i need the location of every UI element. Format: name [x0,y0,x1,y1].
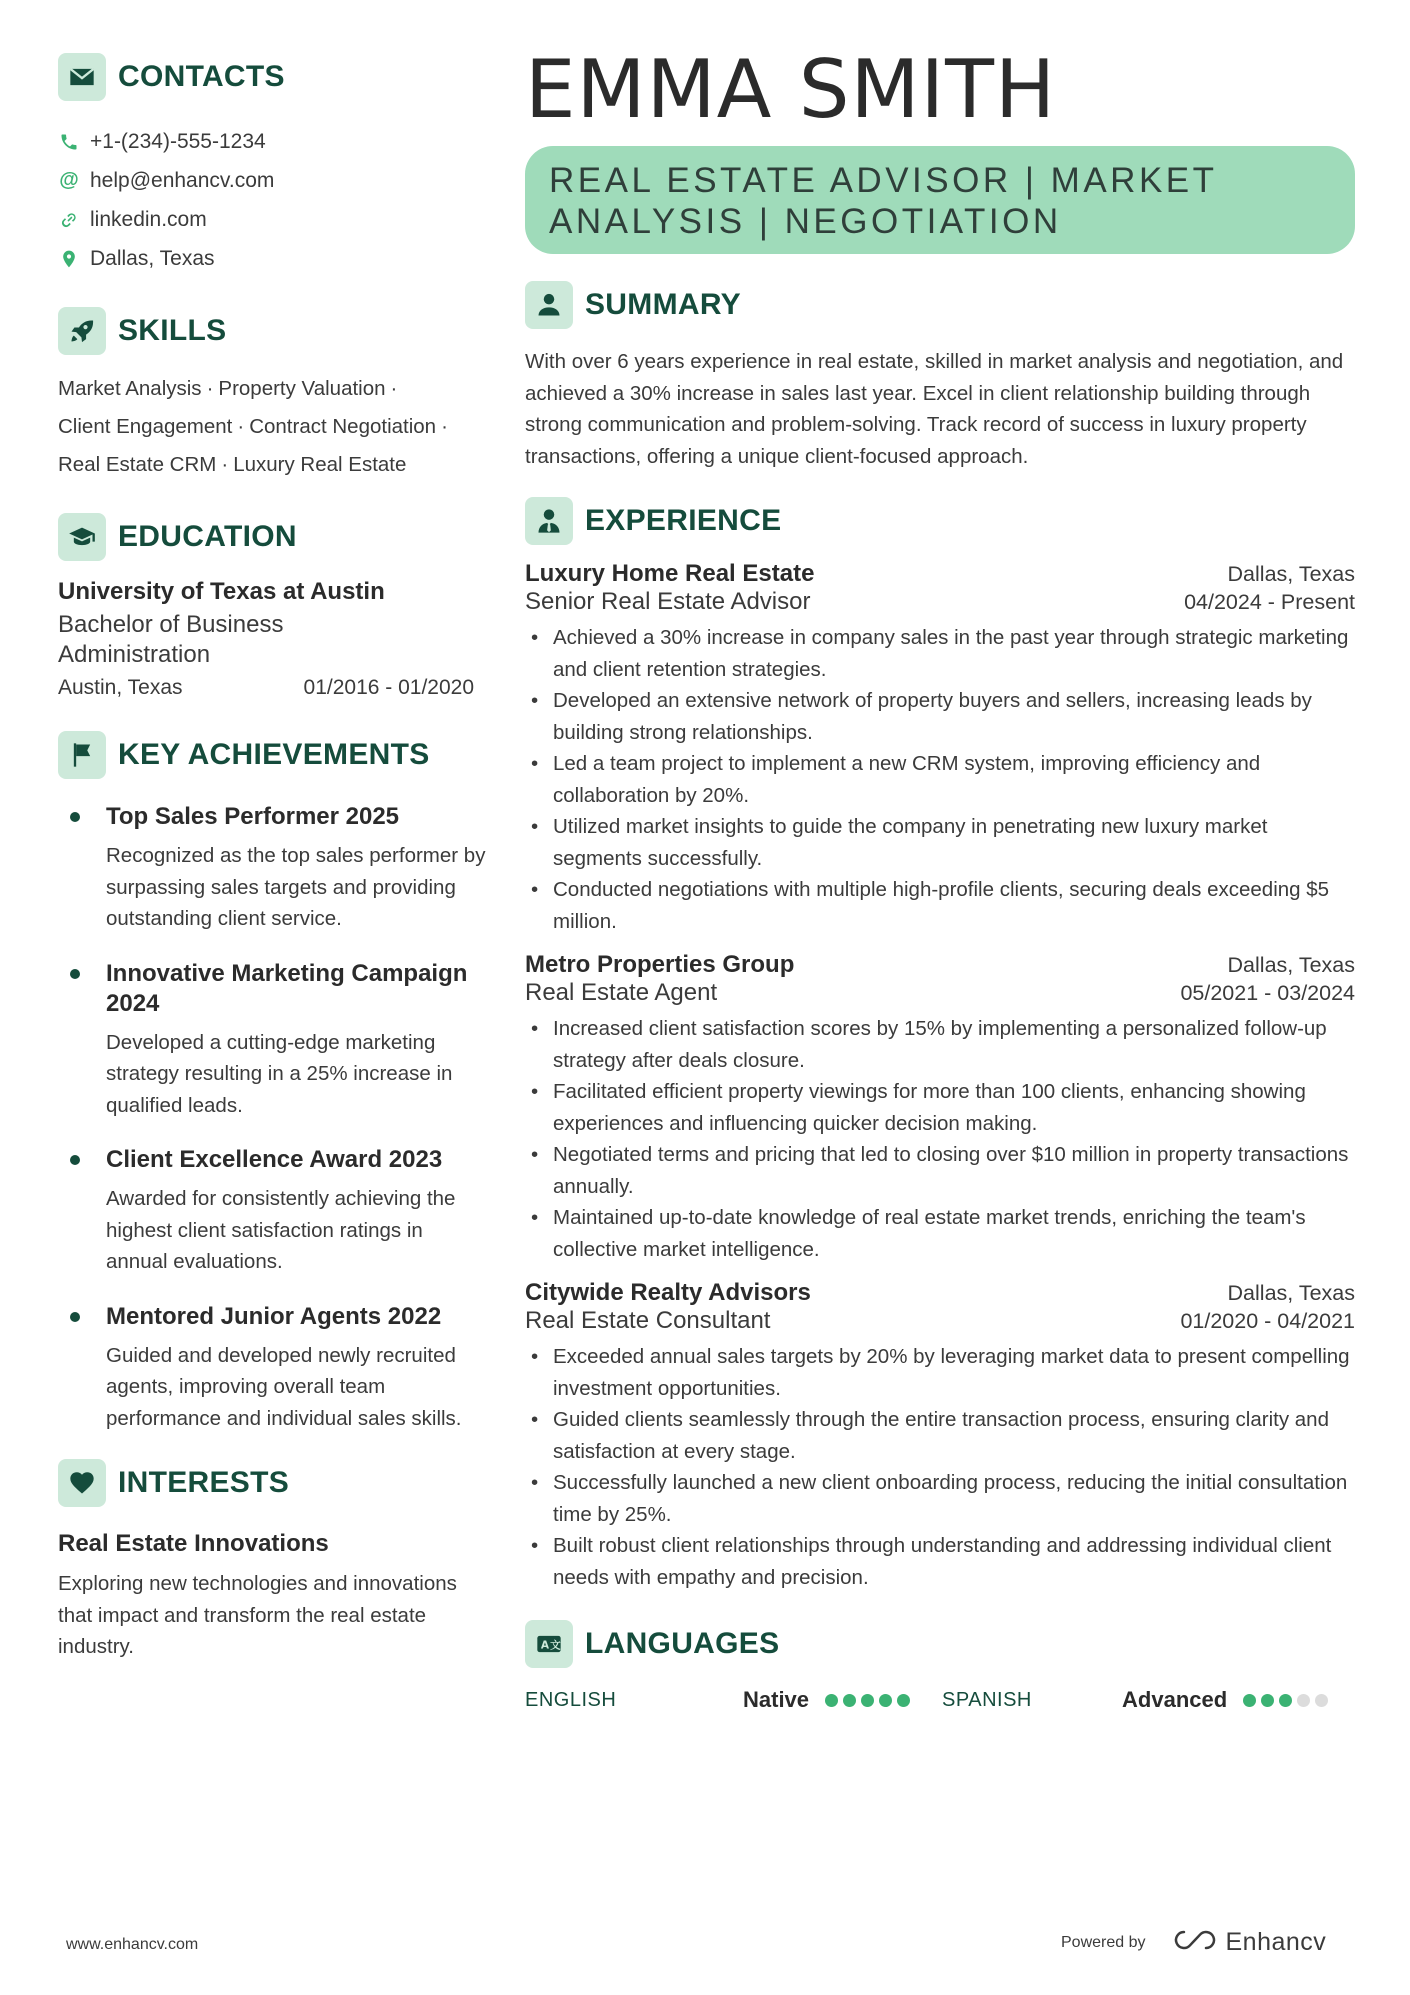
language-item [525,1687,910,1713]
job-bullet: • Successfully launched a new client onboarding process, reducing the initial consultation time by 25%. [525,1467,1355,1530]
achievement-desc: Developed a cutting-edge marketing strategy resulting in a 25% increase in qualified leads. [106,1030,453,1117]
language-rating [825,1694,910,1707]
at-icon: @ [59,169,79,191]
job-dates: 01/2020 - 04/2021 [1180,1309,1355,1333]
brand-name: Enhancv [1225,1928,1327,1956]
job-bullet: • Built robust client relationships through understanding and addressing individual client needs with empathy and precision. [525,1530,1355,1593]
achievements-header [58,730,488,780]
rating-dot [1261,1694,1274,1707]
language-name: ENGLISH [525,1688,617,1711]
contacts-list [58,122,488,278]
experience-header [525,496,1355,546]
achievement-desc: Guided and developed newly recruited agents, improving overall team performance and individual sales skills. [106,1343,462,1430]
language-level: Advanced [1122,1687,1228,1712]
contact-location-text: Dallas, Texas [90,246,215,270]
language-name: SPANISH [942,1688,1032,1711]
flag-icon [58,731,106,779]
education-school: University of Texas at Austin [58,578,385,605]
achievement-item [58,802,488,935]
map-pin-icon [58,248,80,270]
skills-heading: SKILLS [118,314,227,347]
svg-text:文: 文 [550,1639,561,1652]
job-location: Dallas, Texas [1227,953,1355,977]
contact-linkedin-text: linkedin.com [90,207,207,231]
skill-item: Real Estate CRM [58,453,217,476]
user-icon [525,281,573,329]
footer-url[interactable]: www.enhancv.com [66,1936,199,1953]
bullet-dot [70,812,80,822]
contact-phone[interactable] [58,122,488,161]
skills-header [58,306,488,356]
achievement-title: Mentored Junior Agents 2022 [106,1302,442,1330]
job-bullets [525,1013,1355,1265]
rating-dot [825,1694,838,1707]
bullet-dot [70,1155,80,1165]
language-rating [1243,1694,1328,1707]
job-dates: 05/2021 - 03/2024 [1180,981,1355,1005]
contact-phone-text: +1-(234)-555-1234 [90,129,266,153]
interest-desc: Exploring new technologies and innovations that impact and transform the real estate industry. [58,1572,457,1658]
powered-by-text: Powered by [1061,1933,1146,1951]
right-column [525,43,1355,1713]
job-subheader [525,588,1355,616]
job-bullet: • Utilized market insights to guide the company in penetrating new luxury market segments successfully. [525,811,1355,874]
languages-header [525,1619,1355,1669]
job-entry [525,951,1355,1265]
skills-line [58,370,488,408]
skill-item: Market Analysis [58,377,202,400]
rating-dot [843,1694,856,1707]
job-bullet: • Achieved a 30% increase in company sales in the past year through strategic marketing and client retention strategies. [525,622,1355,685]
job-bullet: • Exceeded annual sales targets by 20% by leveraging market data to present compelling investment opportunities. [525,1341,1355,1404]
languages-list [525,1687,1355,1713]
education-heading: EDUCATION [118,520,297,553]
job-company: Citywide Realty Advisors [525,1279,811,1306]
job-location: Dallas, Texas [1227,1281,1355,1305]
rating-dot [1279,1694,1292,1707]
footer-brand[interactable] [1061,1928,1326,1957]
envelope-icon [58,53,106,101]
skill-item: Property Valuation [218,377,386,400]
job-bullets [525,622,1355,937]
bullet-dot [70,1312,80,1322]
contact-location [58,239,488,278]
job-bullet: • Led a team project to implement a new CRM system, improving efficiency and collaboration by 20%. [525,748,1355,811]
job-subheader [525,979,1355,1007]
job-bullet: • Negotiated terms and pricing that led to closing over $10 million in property transactions annually. [525,1139,1355,1202]
job-entry [525,560,1355,937]
job-bullet: • Facilitated efficient property viewings for more than 100 clients, enhancing showing experiences and influencing quicker decision making. [525,1076,1355,1139]
education-meta [58,676,474,700]
contacts-header [58,52,488,102]
skill-separator: · [237,415,245,438]
rating-dot [1297,1694,1310,1707]
skill-item: Client Engagement [58,415,233,438]
job-bullet: • Conducted negotiations with multiple high-profile clients, securing deals exceeding $5 million. [525,874,1355,937]
job-company: Metro Properties Group [525,951,795,978]
enhancv-logo-icon [1172,1928,1218,1957]
headline-line: ANALYSIS | NEGOTIATION [549,202,1062,241]
rocket-icon [58,307,106,355]
languages-heading: LANGUAGES [585,1627,780,1660]
job-role: Senior Real Estate Advisor [525,588,811,615]
bullet-dot [70,969,80,979]
achievements-heading: KEY ACHIEVEMENTS [118,738,430,771]
job-bullet: • Increased client satisfaction scores by 15% by implementing a personalized follow-up strategy after deals closure. [525,1013,1355,1076]
job-company: Luxury Home Real Estate [525,560,815,587]
user-tie-icon [525,497,573,545]
skill-separator: · [441,415,448,438]
job-bullet: • Maintained up-to-date knowledge of real estate market trends, enriching the team's collective market intelligence. [525,1202,1355,1265]
contact-email-text: help@enhancv.com [90,168,275,192]
rating-dot [1315,1694,1328,1707]
job-header [525,560,1355,588]
rating-dot [1243,1694,1256,1707]
achievement-item [58,959,488,1122]
translate-icon [525,1620,573,1668]
heart-icon [58,1459,106,1507]
headline-line: REAL ESTATE ADVISOR | MARKET [549,161,1218,200]
achievement-title: Top Sales Performer 2025 [106,803,400,830]
svg-text:A: A [540,1639,549,1652]
achievement-title: Client Excellence Award 2023 [106,1146,443,1173]
skill-item: Contract Negotiation [249,415,437,438]
interests-header [58,1458,488,1508]
skill-separator: · [390,377,398,400]
job-bullets [525,1341,1355,1593]
summary-heading: SUMMARY [585,288,741,321]
achievement-desc: Awarded for consistently achieving the highest client satisfaction ratings in annual evaluations. [106,1187,456,1273]
contact-linkedin[interactable] [58,200,488,239]
job-location: Dallas, Texas [1227,562,1355,586]
experience-heading: EXPERIENCE [585,504,782,537]
skill-separator: · [206,377,214,400]
graduation-cap-icon [58,513,106,561]
job-bullet: • Guided clients seamlessly through the entire transaction process, ensuring clarity and satisfaction at every stage. [525,1404,1355,1467]
achievements-list [58,802,488,1434]
rating-dot [897,1694,910,1707]
language-level: Native [743,1687,810,1712]
rating-dot [861,1694,874,1707]
skill-item: Luxury Real Estate [233,453,407,476]
interests-heading: INTERESTS [118,1466,290,1499]
summary-text: With over 6 years experience in real estate, skilled in market analysis and negotiation, and achieved a 30% increase in sales last year. Excel in client relationship building through strong communication and problem-solving. Track record of success in luxury property transactions, offering a unique client-focused approach. [525,350,1344,468]
achievement-item [58,1145,488,1278]
skills-list [58,370,488,484]
job-role: Real Estate Consultant [525,1307,771,1334]
left-column [58,52,488,1663]
skill-separator: · [221,453,229,476]
achievement-item [58,1302,488,1435]
education-header [58,512,488,562]
education-degree: Bachelor of Business Administration [58,611,284,668]
achievement-desc: Recognized as the top sales performer by surpassing sales targets and providing outstanding client service. [106,844,486,930]
job-header [525,1279,1355,1307]
summary-header [525,280,1355,330]
job-subheader [525,1307,1355,1335]
rating-dot [879,1694,892,1707]
job-role: Real Estate Agent [525,979,718,1006]
link-icon [58,209,80,231]
education-location: Austin, Texas [58,676,183,699]
job-entry [525,1279,1355,1593]
skills-line [58,408,488,446]
job-dates: 04/2024 - Present [1184,590,1355,614]
education-dates: 01/2016 - 01/2020 [303,676,474,699]
contact-email[interactable] [58,161,488,200]
language-item [942,1687,1355,1713]
job-bullet: • Developed an extensive network of property buyers and sellers, increasing leads by building strong relationships. [525,685,1355,748]
candidate-name: EMMA SMITH [525,43,1057,136]
interest-title: Real Estate Innovations [58,1530,329,1557]
achievement-title: Innovative Marketing Campaign 2024 [106,959,468,1017]
phone-icon [58,131,80,153]
skills-line [58,446,488,484]
job-header [525,951,1355,979]
headline-box [525,146,1355,254]
contacts-heading: CONTACTS [118,60,285,93]
